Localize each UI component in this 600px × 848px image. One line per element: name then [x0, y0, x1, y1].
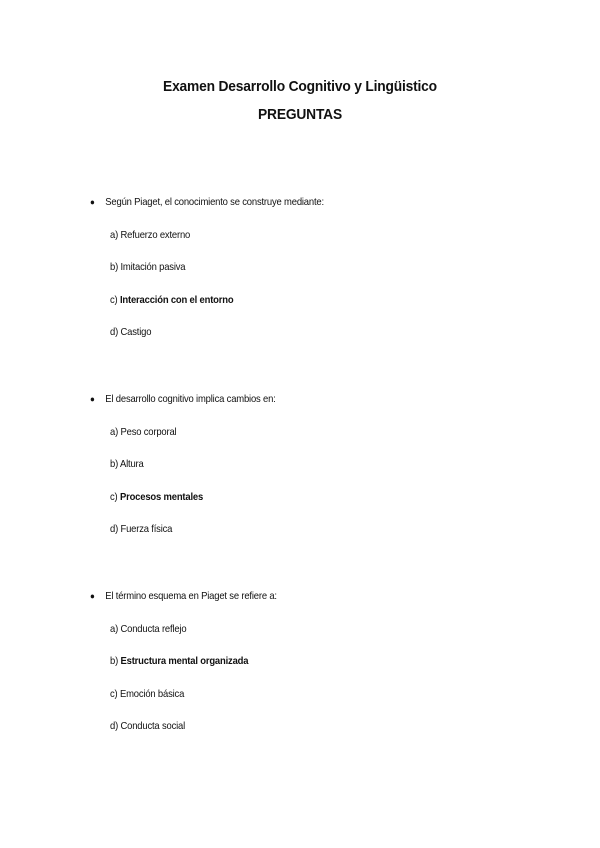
- option-text: Conducta reflejo: [120, 623, 187, 635]
- question-2-option-a: [110, 426, 176, 438]
- option-text: Conducta social: [120, 720, 186, 732]
- question-1-text: Según Piaget, el conocimiento se construye mediante:: [105, 196, 324, 208]
- option-text: Altura: [119, 458, 144, 470]
- option-prefix: a): [110, 229, 121, 241]
- option-text: Emoción básica: [119, 688, 185, 700]
- question-2-option-b: [110, 458, 144, 470]
- bullet-icon: ●: [90, 394, 95, 404]
- option-prefix: b): [110, 458, 120, 470]
- option-prefix: a): [110, 426, 121, 438]
- question-1-option-a: [110, 229, 190, 241]
- option-text: Fuerza física: [120, 523, 173, 535]
- document-title: Examen Desarrollo Cognitivo y Lingüistico: [163, 78, 437, 95]
- question-2-text: El desarrollo cognitivo implica cambios en:: [105, 393, 276, 405]
- option-text: Castigo: [120, 326, 152, 338]
- option-prefix: d): [110, 523, 121, 535]
- option-prefix: b): [110, 261, 121, 273]
- bullet-icon: ●: [90, 197, 95, 207]
- option-prefix: c): [110, 688, 120, 700]
- question-3-option-c: [110, 688, 184, 700]
- option-text-correct: Estructura mental organizada: [120, 655, 249, 667]
- question-1-option-d: [110, 326, 151, 338]
- question-2: [90, 393, 276, 405]
- question-2-option-d: [110, 523, 172, 535]
- option-prefix: c): [110, 491, 120, 503]
- question-1-option-c: [110, 294, 233, 306]
- question-3-text: El término esquema en Piaget se refiere a:: [105, 590, 277, 602]
- option-text-correct: Procesos mentales: [119, 491, 204, 503]
- option-prefix: a): [110, 623, 121, 635]
- option-prefix: c): [110, 294, 120, 306]
- option-prefix: d): [110, 326, 121, 338]
- option-text: Imitación pasiva: [120, 261, 186, 273]
- bullet-icon: ●: [90, 591, 95, 601]
- question-2-option-c: [110, 491, 203, 503]
- question-3-option-b: [110, 655, 248, 667]
- question-1-option-b: [110, 261, 185, 273]
- option-prefix: d): [110, 720, 121, 732]
- option-text-correct: Interacción con el entorno: [119, 294, 234, 306]
- question-3-option-a: [110, 623, 186, 635]
- question-3: [90, 590, 277, 602]
- document-subtitle: PREGUNTAS: [258, 106, 342, 123]
- option-text: Peso corporal: [120, 426, 177, 438]
- option-text: Refuerzo externo: [120, 229, 191, 241]
- question-1: [90, 196, 324, 208]
- option-prefix: b): [110, 655, 121, 667]
- question-3-option-d: [110, 720, 185, 732]
